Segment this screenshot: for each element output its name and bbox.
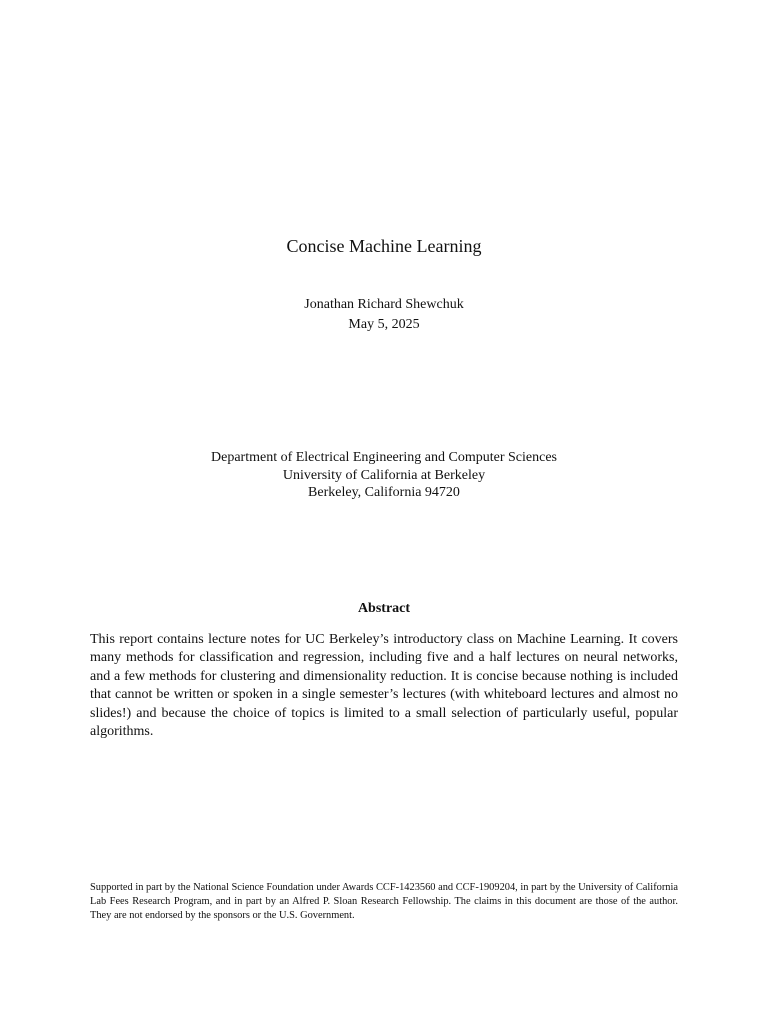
document-title: Concise Machine Learning: [286, 236, 482, 256]
funding-footnote: Supported in part by the National Science Foundation under Awards CCF-1423560 and CCF-1909204, in part by the University of California Lab Fees Research Program, and in part by an Alfred P. Sloan Research Fellowship. The claims in this document are those of the author. They are not endorsed by the sponsors or the U.S. Government.: [90, 882, 678, 922]
publication-date: May 5, 2025: [348, 317, 420, 332]
author-block: [0, 295, 768, 335]
affiliation-address: Berkeley, California 94720: [308, 485, 460, 500]
abstract-heading: Abstract: [357, 601, 411, 616]
affiliation-department: Department of Electrical Engineering and Computer Sciences: [211, 450, 557, 465]
author-name: Jonathan Richard Shewchuk: [304, 297, 464, 312]
abstract-body: This report contains lecture notes for UC Berkeley’s introductory class on Machine Learning. It covers many methods for classification and regression, including five and a half lectures on neural networks, and a few methods for clustering and dimensionality reduction. It is concise because nothing is included that cannot be written or spoken in a single semester’s lectures (with whiteboard lectures and almost no slides!) and because the choice of topics is limited to a small selection of particularly useful, popular algorithms.: [90, 632, 678, 740]
affiliation-university: University of California at Berkeley: [282, 467, 486, 483]
affiliation-block: [0, 449, 768, 502]
